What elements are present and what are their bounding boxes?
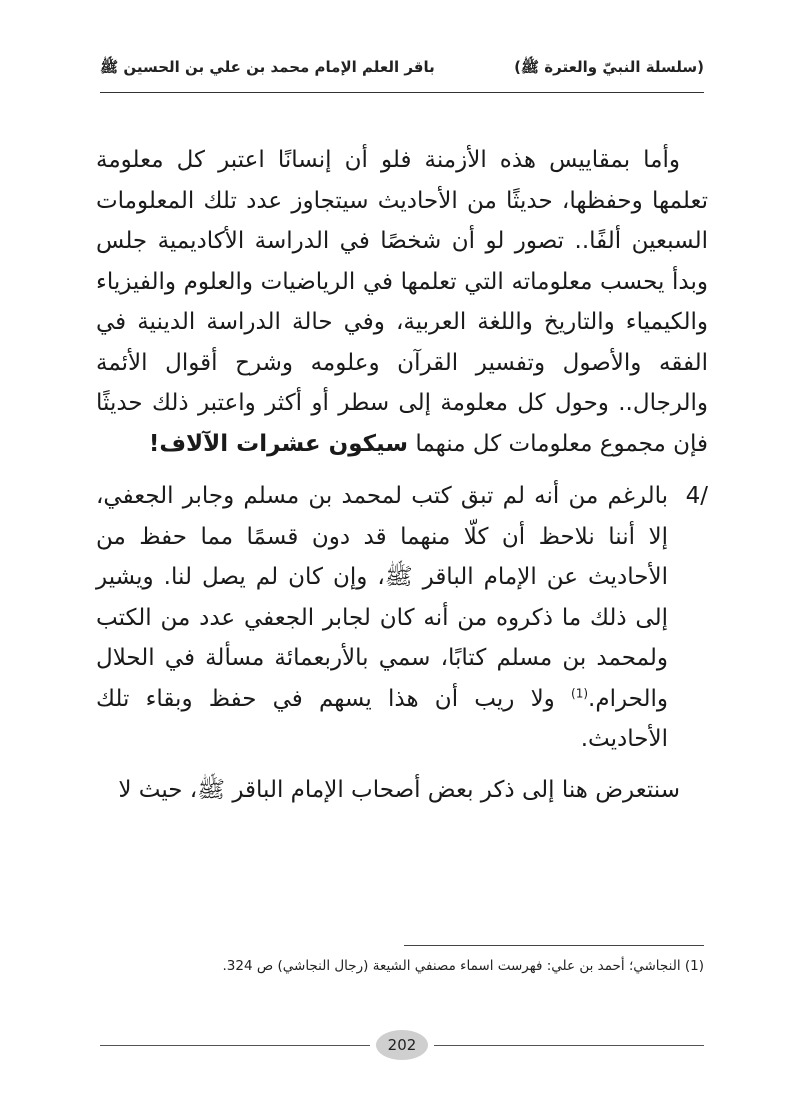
list-item-text [96,476,668,760]
footnote-rule [404,945,704,946]
list-item-4 [96,476,708,760]
page-number-area [100,1030,704,1060]
running-header [100,56,704,82]
list-item-tail-text: ولا ريب أن هذا يسهم في حفظ وبقاء تلك الأحاديث. [96,685,668,752]
paragraph-last: سنتعرض هنا إلى ذكر بعض أصحاب الإمام الباقر ﷺ، حيث لا [118,776,680,803]
header-book-title: باقر العلم الإمام محمد بن علي بن الحسين ﷺ [100,58,435,76]
footnote-ref[interactable]: (1) [571,685,589,700]
page-number-rule-right [434,1045,704,1046]
page-number: 202 [376,1030,428,1060]
list-item-number: 4/ [685,483,708,509]
paragraph-1-text: وأما بمقاييس هذه الأزمنة فلو أن إنسانًا اعتبر كل معلومة تعلمها وحفظها، حديثًا من الأحاديث سيتجاوز عدد تلك المعلومات السبعين ألفًا.. تصور لو أن شخصًا في الدراسة الأكاديمية جلس وبدأ يحسب معلوماته التي تعلمها في الرياضيات والعلوم والفيزياء والكيمياء والتاريخ واللغة العربية، وفي حالة الدراسة الدينية في الفقه والأصول وتفسير القرآن وعلومه وشرح أقوال الأئمة والرجال.. وحول كل معلومة إلى سطر أو أكثر واعتبر ذلك حديثًا فإن مجموع معلومات كل منهما [96,147,708,457]
footnote: (1) النجاشي؛ أحمد بن علي: فهرست اسماء مصنفي الشيعة (رجال النجاشي) ص 324. [222,958,704,974]
paragraph-1-bold: سيكون عشرات الآلاف! [148,430,409,457]
list-item-main-text: بالرغم من أنه لم تبق كتب لمحمد بن مسلم وجابر الجعفي، إلا أننا نلاحظ أن كلّا منهما قد دون قسمًا مما حفظ من الأحاديث عن الإمام الباقر ﷺ، وإن كان لم يصل لنا. ويشير إلى ذلك ما ذكروه من أنه كان لجابر الجعفي عدد من الكتب ولمحمد بن مسلم كتابًا، سمي بالأربعمائة مسألة في الحلال والحرام. [96,483,668,712]
header-rule [100,92,704,93]
header-series-title: (سلسلة النبيّ والعترة ﷺ) [514,58,704,76]
paragraph-1 [96,140,708,464]
page-number-rule-left [100,1045,370,1046]
main-text [96,140,708,810]
